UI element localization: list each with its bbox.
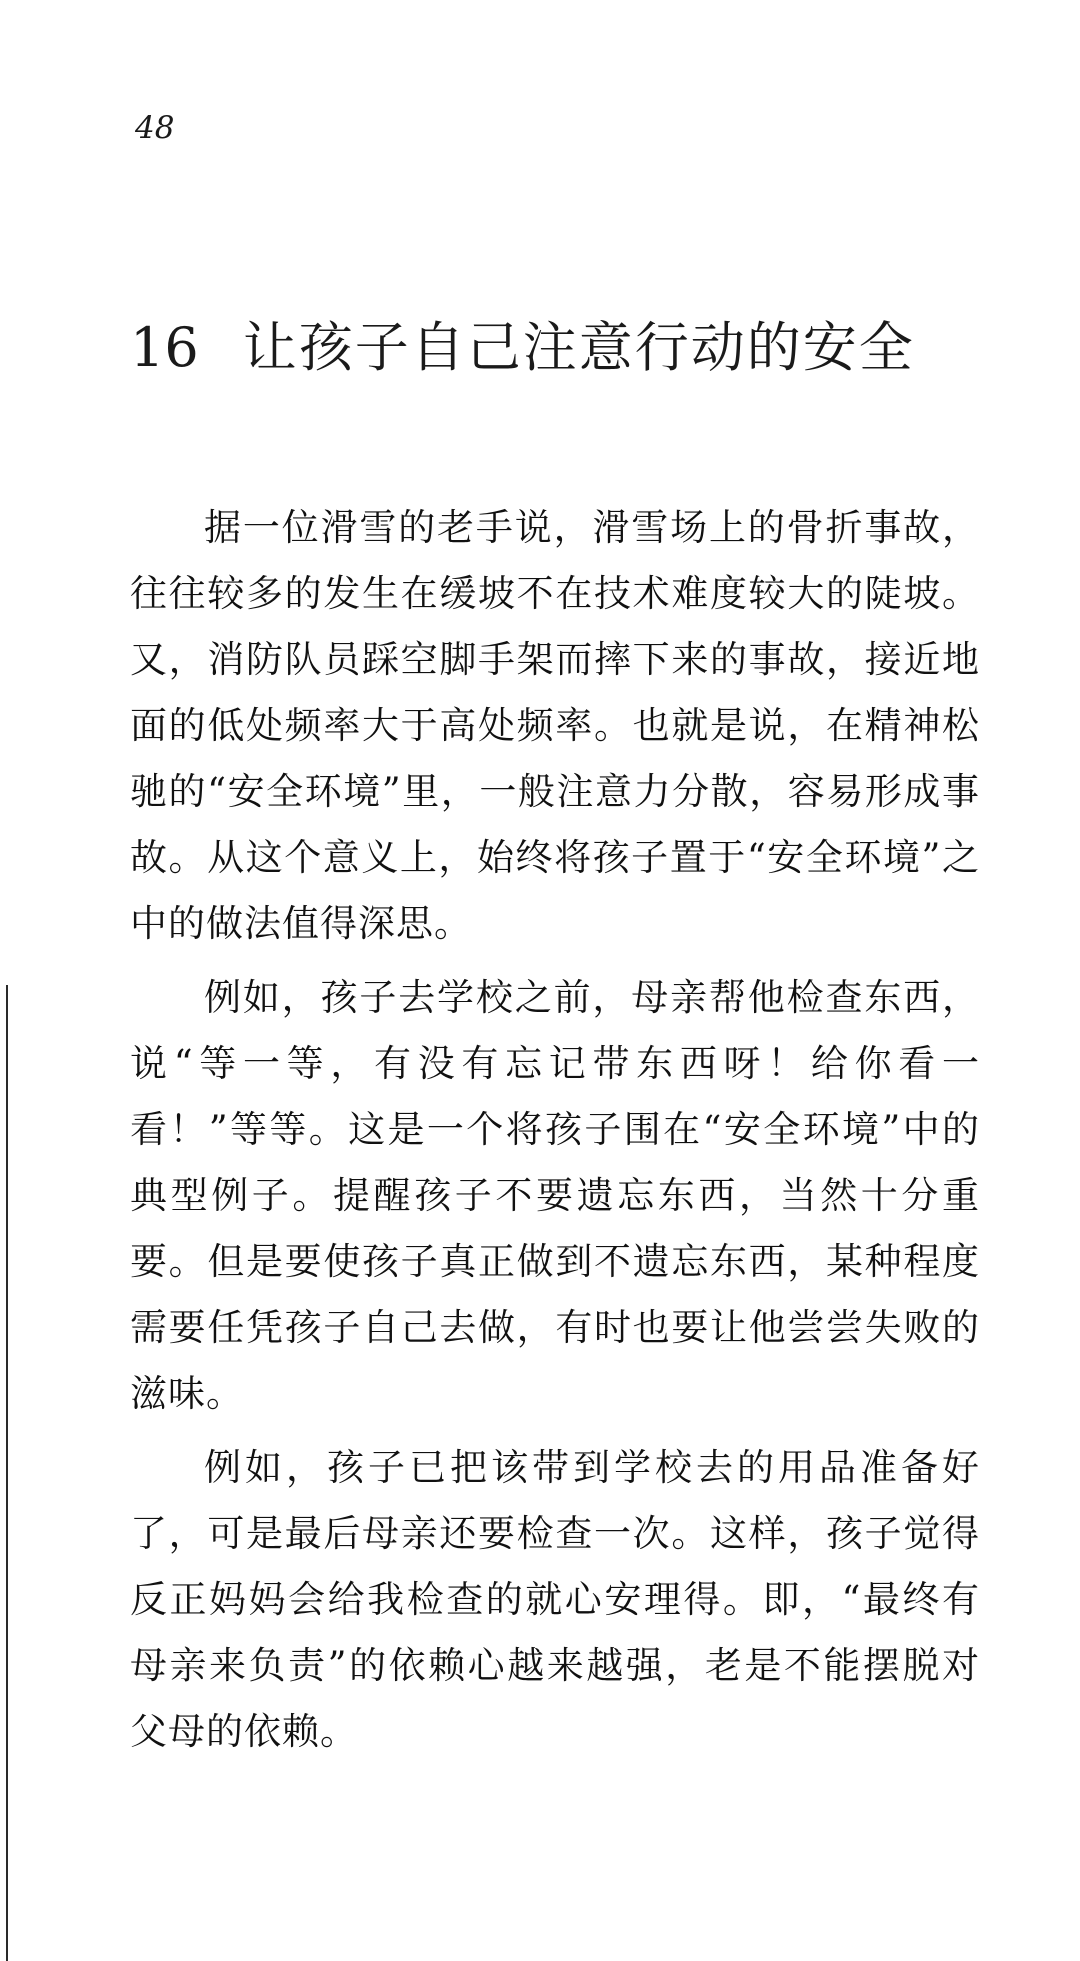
paragraph-2: 例如，孩子去学校之前，母亲帮他检查东西，说“等一等，有没有忘记带东西呀！给你看一看！”等等。这是一个将孩子围在“安全环境”中的典型例子。提醒孩子不要遗忘东西，当然十分重要。但是要使孩子真正做到不遗忘东西，某种程度需要任凭孩子自己去做，有时也要让他尝尝失败的滋味。	[130, 976, 980, 1415]
chapter-body	[130, 495, 980, 1773]
chapter-number: 16	[130, 316, 199, 379]
chapter-heading-text: 让孩子自己注意行动的安全	[242, 316, 915, 379]
page-edge-line	[6, 985, 8, 1961]
paragraph-3: 例如，孩子已把该带到学校去的用品准备好了，可是最后母亲还要检查一次。这样，孩子觉得反正妈妈会给我检查的就心安理得。即，“最终有母亲来负责”的依赖心越来越强，老是不能摆脱对父母的依赖。	[130, 1446, 980, 1753]
paragraph-1: 据一位滑雪的老手说，滑雪场上的骨折事故，往往较多的发生在缓坡不在技术难度较大的陡坡。又，消防队员踩空脚手架而摔下来的事故，接近地面的低处频率大于高处频率。也就是说，在精神松驰的“安全环境”里，一般注意力分散，容易形成事故。从这个意义上，始终将孩子置于“安全环境”之中的做法值得深思。	[130, 506, 980, 945]
chapter-title	[130, 308, 915, 388]
page-number: 48	[135, 110, 175, 146]
